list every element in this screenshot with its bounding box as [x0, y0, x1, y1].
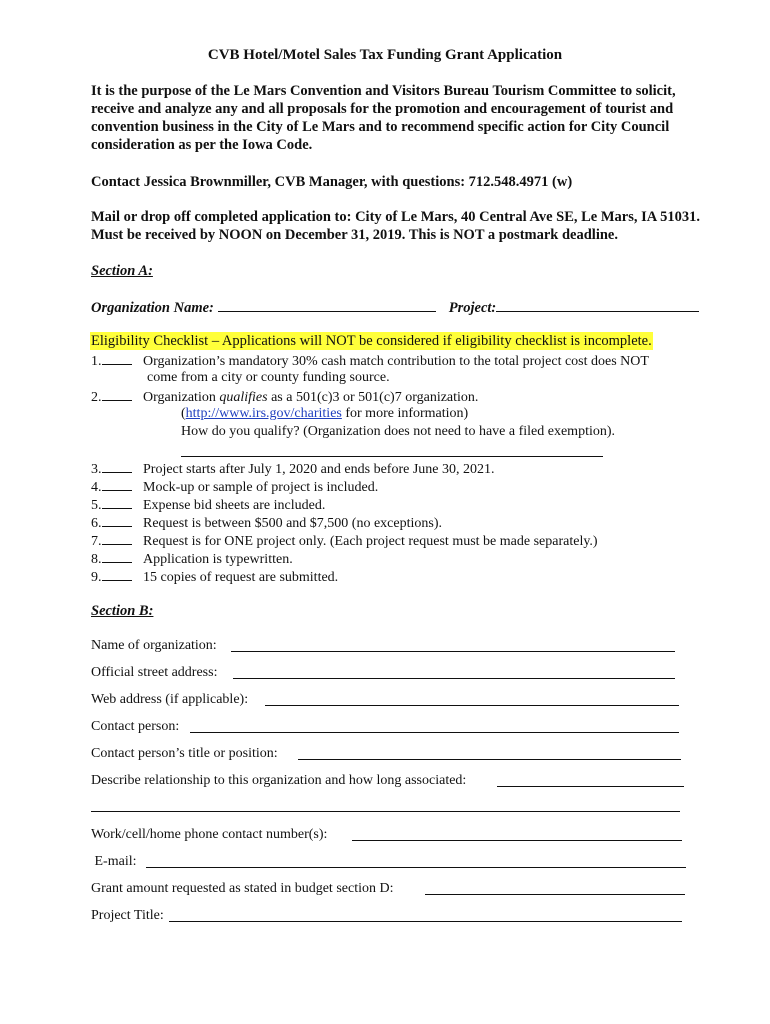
item-number: 9. [91, 570, 102, 585]
org-name-field[interactable] [218, 297, 436, 312]
relationship-input-line-2[interactable] [91, 811, 680, 812]
email-row [91, 853, 140, 871]
org-name-label: Organization Name: [91, 300, 218, 316]
item-number: 1. [91, 354, 102, 369]
phone-row [91, 826, 327, 844]
qualify-answer-line[interactable] [181, 456, 603, 457]
item-number: 5. [91, 498, 102, 513]
field-label: Web address (if applicable): [91, 692, 249, 707]
street-address-input-line[interactable] [233, 678, 675, 679]
field-label: Contact person’s title or position: [91, 746, 278, 761]
paren-open: ( [181, 406, 186, 421]
item-text: Organization’s mandatory 30% cash match contribution to the total project cost does NOT [143, 354, 649, 369]
org-name-input-line[interactable] [231, 651, 675, 652]
project-label: Project: [448, 300, 497, 316]
org-name-row [91, 637, 217, 655]
checklist-item-2 [91, 387, 478, 407]
web-address-input-line[interactable] [265, 705, 679, 706]
item-text: Mock-up or sample of project is included. [143, 480, 379, 495]
item-text: as a 501(c)3 or 501(c)7 organization. [267, 390, 479, 405]
checklist-blank[interactable] [102, 513, 132, 527]
section-a-heading: Section A: [91, 263, 153, 279]
relationship-row [91, 772, 466, 790]
item-number: 7. [91, 534, 102, 549]
project-title-input-line[interactable] [169, 921, 682, 922]
contact-person-row [91, 718, 179, 736]
checklist-item-7 [91, 531, 598, 551]
item-text: Organization [143, 390, 220, 405]
checklist-item-1-cont: come from a city or county funding source. [147, 370, 390, 385]
grant-amount-input-line[interactable] [425, 894, 685, 895]
checklist-blank[interactable] [102, 531, 132, 545]
field-label: Work/cell/home phone contact number(s): [91, 827, 328, 842]
contact-title-input-line[interactable] [298, 759, 681, 760]
web-address-row [91, 691, 248, 709]
field-label: Describe relationship to this organization and how long associated: [91, 773, 467, 788]
org-project-line [91, 297, 706, 317]
document-title: CVB Hotel/Motel Sales Tax Funding Grant Application [207, 47, 563, 63]
qualify-question: How do you qualify? (Organization does not need to have a filed exemption). [181, 424, 616, 439]
phone-input-line[interactable] [352, 840, 682, 841]
checklist-item-3 [91, 459, 494, 479]
item-text: Request is between $500 and $7,500 (no exceptions). [143, 516, 442, 531]
checklist-blank[interactable] [102, 387, 132, 401]
item-text: Expense bid sheets are included. [143, 498, 326, 513]
field-label: Grant amount requested as stated in budget section D: [91, 881, 394, 896]
item-number: 2. [91, 390, 102, 405]
checklist-blank[interactable] [102, 495, 132, 509]
item-text-emphasis: qualifies [219, 390, 268, 405]
irs-charities-link[interactable]: http://www.irs.gov/charities [185, 406, 342, 421]
checklist-blank[interactable] [102, 459, 132, 473]
field-label: Project Title: [91, 908, 164, 923]
item-text: Request is for ONE project only. (Each project request must be made separately.) [143, 534, 598, 549]
checklist-blank[interactable] [102, 351, 132, 365]
street-address-row [91, 664, 217, 682]
checklist-blank[interactable] [102, 549, 132, 563]
checklist-blank[interactable] [102, 477, 132, 491]
item-number: 3. [91, 462, 102, 477]
contact-title-row [91, 745, 278, 763]
checklist-item-9 [91, 567, 338, 587]
link-after-text: for more information) [341, 406, 469, 421]
section-b-heading: Section B: [91, 603, 154, 619]
item-text: Application is typewritten. [143, 552, 293, 567]
item-text: 15 copies of request are submitted. [143, 570, 339, 585]
purpose-paragraph: It is the purpose of the Le Mars Convention and Visitors Bureau Tourism Committee to solicit, receive and analyze any and all proposals for the promotion and encouragement of tourist and convention business in the City of Le Mars and to recommend specific action for City Council consideration as per the Iowa Code. [91, 83, 676, 153]
item-number: 6. [91, 516, 102, 531]
grant-amount-row [91, 880, 393, 898]
eligibility-heading: Eligibility Checklist – Applications will NOT be considered if eligibility checklist is incomplete. [91, 333, 652, 349]
project-title-row [91, 907, 164, 925]
project-field[interactable] [496, 297, 699, 312]
field-label: Name of organization: [91, 638, 217, 653]
contact-person-input-line[interactable] [190, 732, 679, 733]
mail-paragraph: Mail or drop off completed application to: City of Le Mars, 40 Central Ave SE, Le Mars, IA 51031. Must be received by NOON on December 31, 2019. This is NOT a postmark deadline. [91, 209, 700, 243]
email-input-line[interactable] [146, 867, 686, 868]
checklist-item-8 [91, 549, 293, 569]
irs-link-line [181, 405, 468, 423]
checklist-item-1 [91, 351, 649, 371]
relationship-input-line[interactable] [497, 786, 684, 787]
field-label: E-mail: [91, 854, 140, 869]
checklist-item-5 [91, 495, 325, 515]
checklist-item-4 [91, 477, 378, 497]
item-number: 8. [91, 552, 102, 567]
checklist-blank[interactable] [102, 567, 132, 581]
item-text: Project starts after July 1, 2020 and ends before June 30, 2021. [143, 462, 495, 477]
contact-paragraph: Contact Jessica Brownmiller, CVB Manager, with questions: 712.548.4971 (w) [91, 174, 573, 190]
checklist-item-6 [91, 513, 442, 533]
field-label: Contact person: [91, 719, 180, 734]
item-number: 4. [91, 480, 102, 495]
field-label: Official street address: [91, 665, 218, 680]
